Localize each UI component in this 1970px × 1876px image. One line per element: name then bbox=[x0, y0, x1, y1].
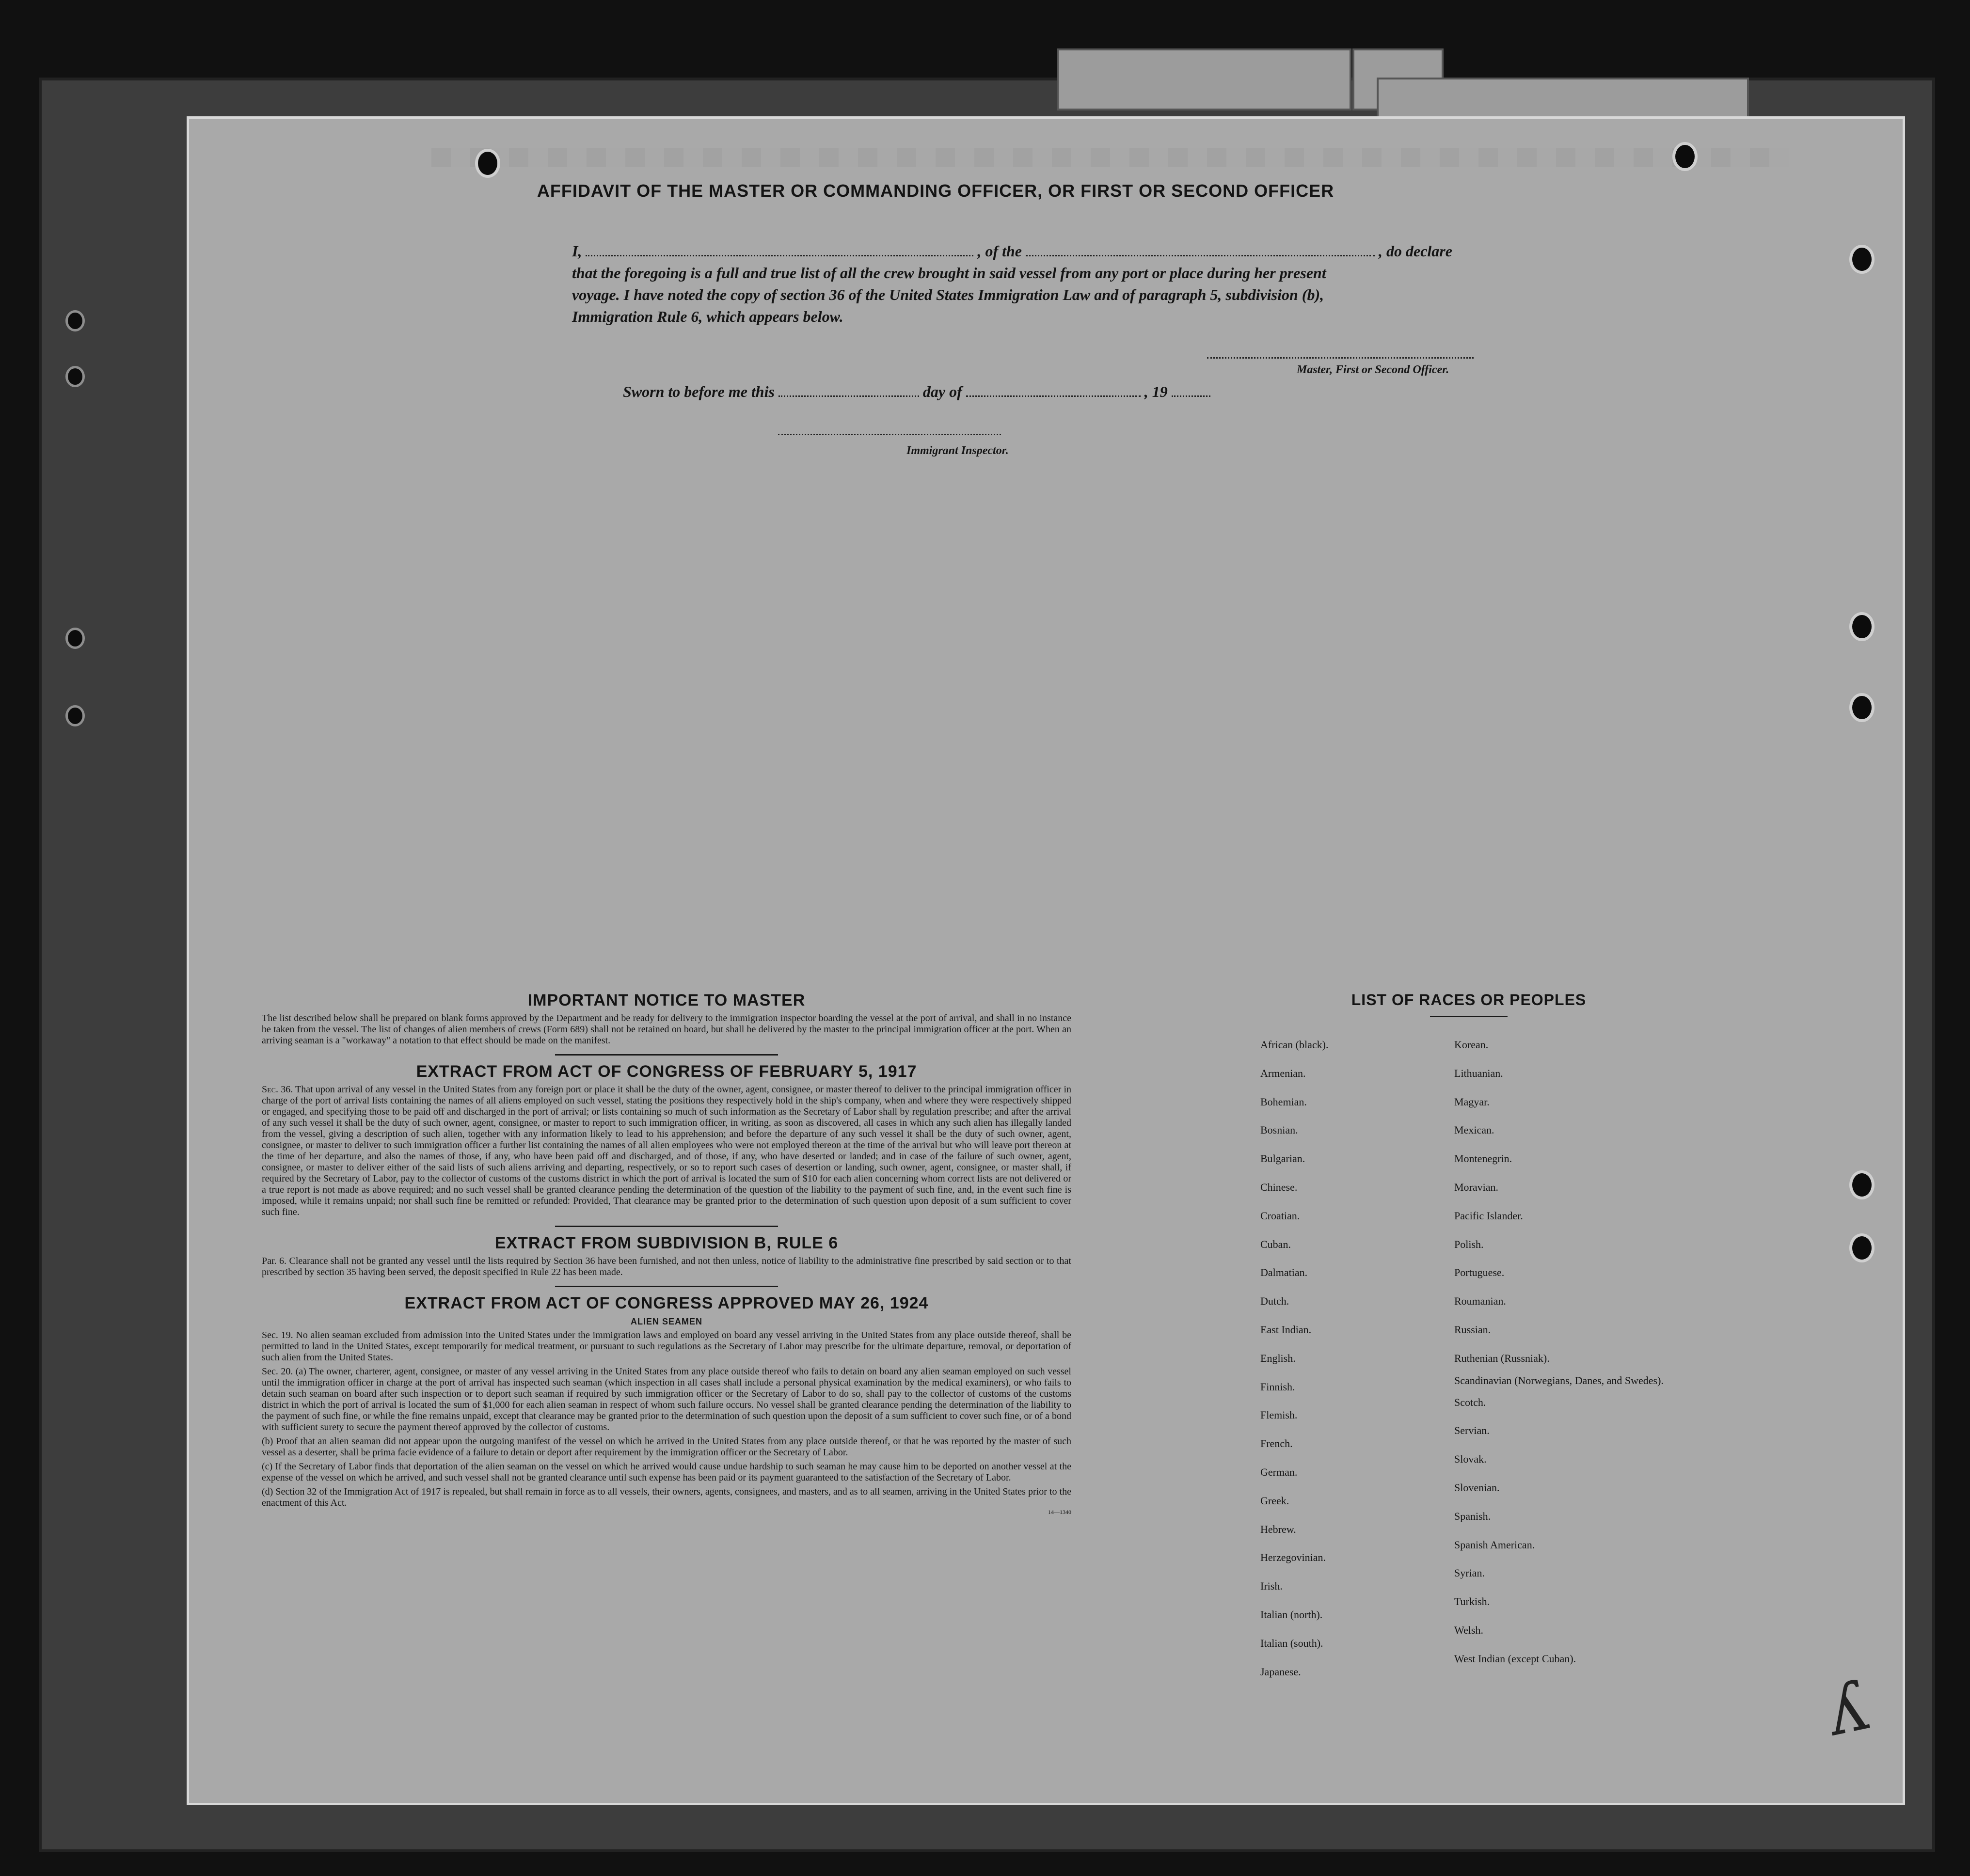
bleed-through-header bbox=[431, 148, 1789, 167]
declaration-line bbox=[572, 242, 1711, 260]
race-item: Turkish. bbox=[1454, 1595, 1490, 1608]
races-list bbox=[1251, 991, 1687, 1686]
vessel-blank[interactable] bbox=[1026, 255, 1375, 256]
races-columns bbox=[1251, 1031, 1687, 1686]
section-text: That upon arrival of any vessel in the United States from any foreign port or place it shall be the duty of the owner, agent, consignee, or master thereof to deliver to the principal immigration officer in charge of the port of arrival lists containing the names of all aliens employed on such vessel, stating the positions they respectively hold in the ship's company, when and where they were respectively shipped or engaged, and specifying those to be paid off and discharged in the port of arrival; or lists containing so much of such information as the Secretary of Labor shall by regulation prescribe; and after the arrival of any such vessel it shall be the duty of such owner, agent, consignee, or master to report to such immigration officer, in writing, as soon as discovered, all cases in which any such alien has illegally landed from the vessel, giving a description of such alien, together with any information likely to lead to his apprehension; and before the departure of any such vessel it shall be the duty of such owner, agent, consignee, or master to deliver to such immigration officer a further list containing the names of all alien employees who were not employed thereon at the time of the arrival but who will leave port thereon at the time of her departure, and also the names of those, if any, who have been paid off and discharged, and of those, if any, who have deserted or landed; and in case of the failure of such owner, agent, consignee, or master to deliver either of the said lists of such aliens arriving and departing, respectively, or so to report such cases of desertion or landing, such owner, agent, consignee, or master shall, if required by the Secretary of Labor, pay to the collector of customs of the customs district in which the port of arrival is located the sum of $10 for each alien concerning whom correct lists are not delivered or a true report is not made as above required; and no such vessel shall be granted clearance pending the determination of the question of the liability to the payment of such fine, and, in the event such fine is imposed, while it remains unpaid; nor shall such fine be remitted or refunded: Provided, That clearance may be granted prior to the determination of such question upon deposit of a sum sufficient to cover such fine. bbox=[262, 1084, 1072, 1217]
race-item: Scotch. bbox=[1454, 1396, 1486, 1408]
race-item: Scandinavian (Norwegians, Danes, and Swedes). bbox=[1454, 1374, 1664, 1387]
race-item: Finnish. bbox=[1260, 1380, 1295, 1393]
i-label: I, bbox=[572, 242, 582, 260]
race-item: Bulgarian. bbox=[1260, 1152, 1305, 1165]
race-item: Syrian. bbox=[1454, 1567, 1485, 1579]
race-item: Portuguese. bbox=[1454, 1266, 1505, 1279]
of-the-label: , of the bbox=[977, 242, 1022, 260]
punch-hole bbox=[1849, 612, 1875, 641]
section-label: Sec. 36. bbox=[262, 1084, 293, 1095]
race-item: Hebrew. bbox=[1260, 1523, 1296, 1535]
binder-hole bbox=[65, 310, 85, 331]
sworn-label: Sworn to before me this bbox=[623, 383, 775, 400]
punch-hole bbox=[1672, 142, 1698, 171]
race-item: Flemish. bbox=[1260, 1409, 1298, 1421]
day-of-label: day of bbox=[922, 383, 962, 400]
race-item: Greek. bbox=[1260, 1494, 1289, 1507]
extract-1917-text bbox=[262, 1084, 1071, 1218]
race-item: Spanish American. bbox=[1454, 1538, 1535, 1551]
divider bbox=[1430, 1016, 1508, 1017]
race-item: Chinese. bbox=[1260, 1181, 1298, 1193]
race-item: Mexican. bbox=[1454, 1124, 1494, 1136]
race-item: Dutch. bbox=[1260, 1295, 1289, 1308]
handwritten-mark: ʎ bbox=[1819, 1666, 1874, 1752]
form-number: 14—1340 bbox=[1048, 1509, 1071, 1515]
race-item: African (black). bbox=[1260, 1039, 1329, 1051]
race-item: Welsh. bbox=[1454, 1624, 1483, 1636]
folder-tab bbox=[1057, 48, 1351, 110]
race-item: Lithuanian. bbox=[1454, 1067, 1503, 1079]
extract-1917-title: EXTRACT FROM ACT OF CONGRESS OF FEBRUARY 5, 1917 bbox=[416, 1062, 917, 1081]
affidavit-title: AFFIDAVIT OF THE MASTER OR COMMANDING OFFICER, OR FIRST OR SECOND OFFICER bbox=[537, 181, 1335, 201]
name-blank[interactable] bbox=[586, 255, 973, 256]
binder-hole bbox=[65, 366, 85, 387]
sworn-line bbox=[623, 383, 1210, 401]
races-column-2 bbox=[1454, 1031, 1677, 1686]
race-item: Japanese. bbox=[1260, 1665, 1301, 1678]
race-item: Bosnian. bbox=[1260, 1124, 1298, 1136]
folder-tab bbox=[1377, 78, 1749, 120]
race-item: English. bbox=[1260, 1352, 1296, 1364]
manifest-page bbox=[187, 116, 1905, 1805]
race-item: Russian. bbox=[1454, 1323, 1491, 1336]
race-item: Spanish. bbox=[1454, 1510, 1491, 1522]
race-item: French. bbox=[1260, 1437, 1293, 1450]
punch-hole bbox=[475, 149, 500, 178]
binder-hole bbox=[65, 705, 85, 726]
race-item: Cuban. bbox=[1260, 1238, 1291, 1250]
binder-hole bbox=[65, 628, 85, 649]
race-item: Ruthenian (Russniak). bbox=[1454, 1352, 1550, 1364]
race-item: Dalmatian. bbox=[1260, 1266, 1308, 1279]
do-declare-label: , do declare bbox=[1379, 242, 1452, 260]
race-item: Roumanian. bbox=[1454, 1295, 1506, 1308]
year-blank[interactable] bbox=[1172, 395, 1210, 397]
race-item: Magyar. bbox=[1454, 1095, 1490, 1108]
alien-seamen-subtitle: ALIEN SEAMEN bbox=[630, 1317, 702, 1326]
sec20d-text: (d) Section 32 of the Immigration Act of 1917 is repealed, but shall remain in force as to all vessels, their owners, agents, consignees, and masters, and as to all seamen, arriving in the United States prior to the enactment of this Act. bbox=[262, 1486, 1071, 1508]
race-item: Croatian. bbox=[1260, 1209, 1300, 1222]
race-item: Herzegovinian. bbox=[1260, 1551, 1326, 1564]
divider bbox=[555, 1286, 778, 1287]
races-title: LIST OF RACES OR PEOPLES bbox=[1351, 991, 1587, 1009]
sec20c-text: (c) If the Secretary of Labor finds that deportation of the alien seaman on the vessel on which he arrived would cause undue hardship to such seaman he may cause him to be deported on another vessel at the expense of the vessel on which he arrived, and such vessel shall not be granted clearance until such expense has been paid or its payment guaranteed to the satisfaction of the Secretary of Labor. bbox=[262, 1461, 1071, 1483]
extract-rule6-text: Par. 6. Clearance shall not be granted any vessel until the lists required by Section 36 have been furnished, and not then unless, notice of liability to the administrative fine prescribed by said section or to that prescribed by section 35 having been served, the deposit specified in Rule 22 has been made. bbox=[262, 1256, 1071, 1277]
inspector-signature-label: Immigrant Inspector. bbox=[906, 444, 1009, 457]
year-prefix: , 19 bbox=[1144, 383, 1168, 400]
affidavit-text-line-3: Immigration Rule 6, which appears below. bbox=[572, 308, 843, 325]
race-item: Korean. bbox=[1454, 1039, 1489, 1051]
day-blank[interactable] bbox=[778, 395, 919, 397]
extract-1924-title: EXTRACT FROM ACT OF CONGRESS APPROVED MAY 26, 1924 bbox=[404, 1294, 929, 1312]
master-signature-blank[interactable] bbox=[1207, 357, 1474, 359]
race-item: Bohemian. bbox=[1260, 1095, 1307, 1108]
race-item: Slovak. bbox=[1454, 1453, 1487, 1466]
punch-hole bbox=[1849, 693, 1875, 722]
race-item: East Indian. bbox=[1260, 1323, 1312, 1336]
punch-hole bbox=[1849, 245, 1875, 274]
divider bbox=[555, 1226, 778, 1227]
race-item: Italian (south). bbox=[1260, 1637, 1323, 1649]
punch-hole bbox=[1849, 1233, 1875, 1262]
punch-hole bbox=[1849, 1170, 1875, 1199]
notice-title: IMPORTANT NOTICE TO MASTER bbox=[527, 991, 806, 1009]
race-item: Servian. bbox=[1454, 1424, 1490, 1437]
race-item: Pacific Islander. bbox=[1454, 1209, 1523, 1222]
extract-rule6-title: EXTRACT FROM SUBDIVISION B, RULE 6 bbox=[494, 1234, 839, 1252]
month-blank[interactable] bbox=[966, 395, 1141, 397]
race-item: Irish. bbox=[1260, 1580, 1283, 1592]
race-item: West Indian (except Cuban). bbox=[1454, 1652, 1576, 1665]
affidavit-text-line-1: that the foregoing is a full and true list of all the crew brought in said vessel from any port or place during her present bbox=[572, 264, 1326, 282]
notice-column bbox=[262, 991, 1071, 1516]
race-item: German. bbox=[1260, 1466, 1298, 1478]
races-column-1 bbox=[1251, 1031, 1454, 1686]
race-item: Polish. bbox=[1454, 1238, 1484, 1250]
sec19-text: Sec. 19. No alien seaman excluded from admission into the United States under the immigration laws and employed on board any vessel arriving in the United States from any place outside thereof, shall be permitted to land in the United States, except temporarily for medical treatment, or pursuant to such regulations as the Secretary of Labor may prescribe for the ultimate departure, removal, or deportation of such alien from the United States. bbox=[262, 1330, 1071, 1363]
affidavit-text-line-2: voyage. I have noted the copy of section 36 of the United States Immigration Law and of paragraph 5, subdivision (b), bbox=[572, 286, 1324, 303]
sec20b-text: (b) Proof that an alien seaman did not appear upon the outgoing manifest of the vessel on which he arrived in the United States from any place outside thereof, or that he was reported by the master of such vessel as a deserter, shall be prima facie evidence of a failure to detain or deport after requirement by the immigration officer or the Secretary of Labor. bbox=[262, 1436, 1071, 1458]
race-item: Moravian. bbox=[1454, 1181, 1499, 1193]
master-signature-label: Master, First or Second Officer. bbox=[1297, 363, 1449, 376]
race-item: Montenegrin. bbox=[1454, 1152, 1512, 1165]
divider bbox=[555, 1054, 778, 1056]
inspector-signature-blank[interactable] bbox=[778, 434, 1001, 435]
race-item: Armenian. bbox=[1260, 1067, 1306, 1079]
sec20a-text: Sec. 20. (a) The owner, charterer, agent, consignee, or master of any vessel arriving in the United States from any place outside thereof who fails to detain on board any alien seaman employed on such vessel until the immigration officer in charge at the port of arrival has inspected such seaman (which inspection in all cases shall include a personal physical examination by the medical examiners), or who fails to detain such seaman on board after such inspection or to deport such seaman if required by such immigration officer or the Secretary of Labor to do so, shall pay to the collector of customs of the customs district in which the port of arrival is located the sum of $1,000 for each alien seaman in respect of whom such failure occurs. No vessel shall be granted clearance pending the determination of the liability to the payment of such fine, or while the fine remains unpaid, except that clearance may be granted prior to the determination of such question upon the deposit of a sum sufficient to cover such fine, or of a bond with sufficient surety to secure the payment thereof approved by the collector of customs. bbox=[262, 1366, 1071, 1433]
notice-text: The list described below shall be prepared on blank forms approved by the Department and be ready for delivery to the immigration inspector boarding the vessel at the port of arrival, and shall in no instance be taken from the vessel. The list of changes of alien members of crews (Form 689) shall not be retained on board, but shall be delivered by the master to the principal immigration officer at the port. When an arriving seaman is a "workaway" a notation to that effect should be made on the manifest. bbox=[262, 1013, 1071, 1046]
race-item: Slovenian. bbox=[1454, 1481, 1500, 1494]
race-item: Italian (north). bbox=[1260, 1608, 1323, 1621]
